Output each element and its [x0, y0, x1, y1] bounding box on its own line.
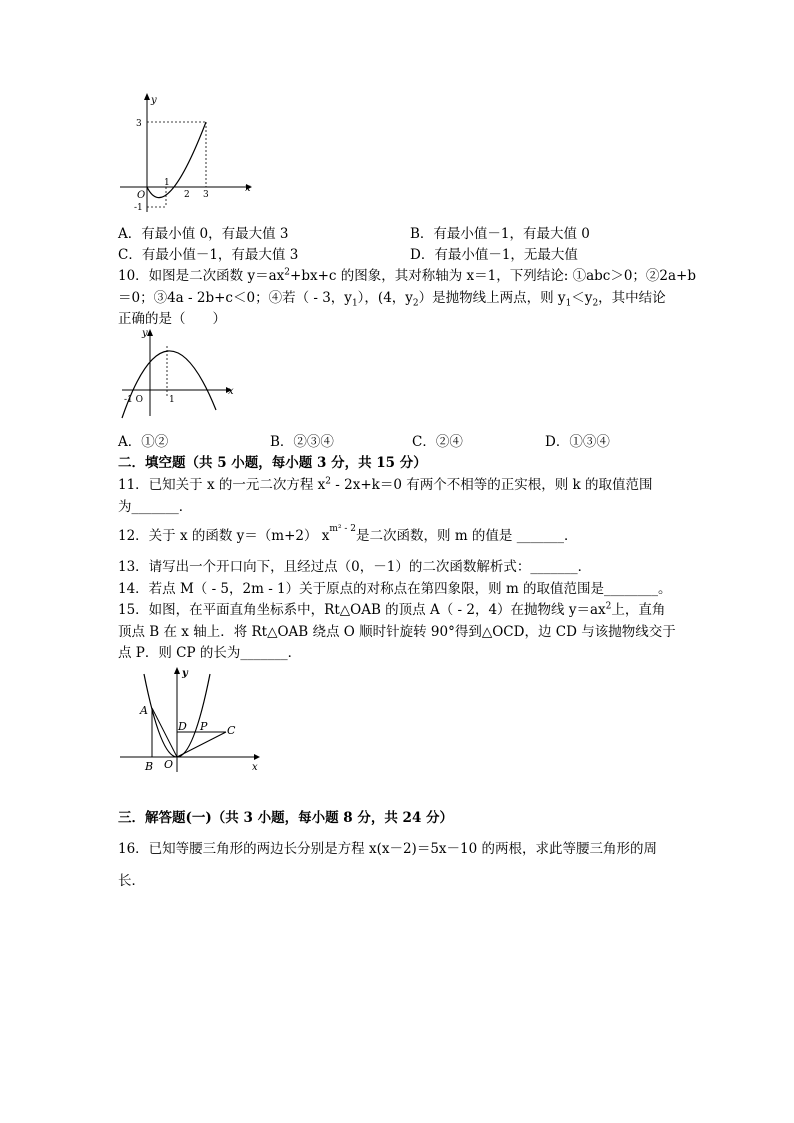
section-2-heading: 二．填空题（共 5 小题，每小题 3 分，共 15 分） [118, 455, 427, 471]
figure-downward-parabola [118, 326, 243, 421]
q9-option-c: C．有最小值－1，有最大值 3 [118, 247, 299, 263]
parabola-curve [122, 351, 216, 418]
x-label: x [245, 183, 251, 194]
q10-line-1: 10．如图是二次函数 $y=ax^2+bx+c$ 的图象，其对称轴为 x＝1，下列结论: ①abc＞0；②2a+b [118, 267, 697, 284]
x-axis-arrow [254, 754, 260, 760]
q11-line-2: 为_______． [118, 499, 193, 515]
q12: 12．关于 x 的函数 y＝（m+2） $x^{m^2 - 2}$是二次函数，则 m 的值是 _______． [118, 523, 578, 544]
y-axis-arrow [174, 667, 180, 674]
q15-line-1: 15．如图，在平面直角坐标系中，Rt△OAB 的顶点 A（ - 2，4）在抛物线 $y=ax^2$上，直角 [118, 601, 666, 618]
q16-line-2: 长． [118, 873, 145, 889]
q10-option-b: B．②③④ [270, 434, 334, 450]
x-label: x [252, 762, 258, 773]
y-label: y [151, 95, 157, 106]
q10-option-d: D．①③④ [545, 434, 610, 450]
q9-option-d: D．有最小值－1，无最大值 [410, 247, 578, 263]
label-c: C [227, 724, 236, 737]
origin-label: O [137, 190, 146, 201]
y-axis-arrow [144, 93, 150, 100]
segment-oc [177, 732, 226, 757]
x-label: x [228, 386, 234, 397]
tick-x-2: 2 [184, 190, 190, 200]
tick-m1-origin: -1 O [124, 395, 144, 405]
q14: 14．若点 M（ - 5，2m - 1）关于原点的对称点在第四象限，则 m 的取值范围是________。 [118, 581, 672, 597]
q9-option-b: B．有最小值－1，有最大值 0 [410, 226, 590, 242]
section-3-heading: 三．解答题(一)（共 3 小题，每小题 8 分，共 24 分） [118, 810, 454, 826]
label-b: B [145, 760, 154, 773]
tick-x-1: 1 [164, 178, 170, 188]
figure-parabola-range [118, 92, 258, 217]
q10-line-2: ＝0；③4a - 2b+c＜0；④若（ - 3，$y_1$），(4，$y_2$）是抛物线上两点，则 $y_1<y_2$，其中结论 [118, 290, 666, 309]
q15-line-3: 点 P．则 CP 的长为_______． [118, 645, 302, 661]
figure-triangle-rotation [118, 664, 268, 776]
q10-line-3: 正确的是（ ） [118, 311, 226, 327]
q10-option-c: C．②④ [412, 434, 463, 450]
tick-y-3: 3 [136, 119, 142, 129]
label-d: D [178, 720, 187, 733]
label-o: O [164, 758, 174, 771]
y-axis-arrow [147, 329, 153, 336]
tick-y-m1: -1 [134, 203, 143, 213]
tick-1: 1 [169, 395, 175, 405]
label-p: P [200, 720, 208, 733]
y-label: y [182, 668, 188, 679]
y-label: y [142, 328, 148, 339]
label-a: A [140, 704, 148, 717]
parabola-curve [147, 122, 206, 198]
q9-option-a: A．有最小值 0，有最大值 3 [118, 226, 289, 242]
q15-line-2: 顶点 B 在 x 轴上．将 Rt△OAB 绕点 O 顺时针旋转 90°得到△OCD，边 CD 与该抛物线交于 [118, 624, 676, 640]
q10-option-a: A．①② [118, 434, 169, 450]
q13: 13．请写出一个开口向下，且经过点（0，－1）的二次函数解析式：_______． [118, 559, 592, 575]
q16-line-1: 16．已知等腰三角形的两边长分别是方程 x(x－2)＝5x－10 的两根，求此等腰三角形的周 [118, 841, 657, 857]
tick-x-3: 3 [203, 190, 209, 200]
segment-oa [152, 708, 177, 757]
q11-line-1: 11．已知关于 x 的一元二次方程 $x^2 - 2x+k=0$ 有两个不相等的正实根，则 k 的取值范围 [118, 476, 653, 493]
